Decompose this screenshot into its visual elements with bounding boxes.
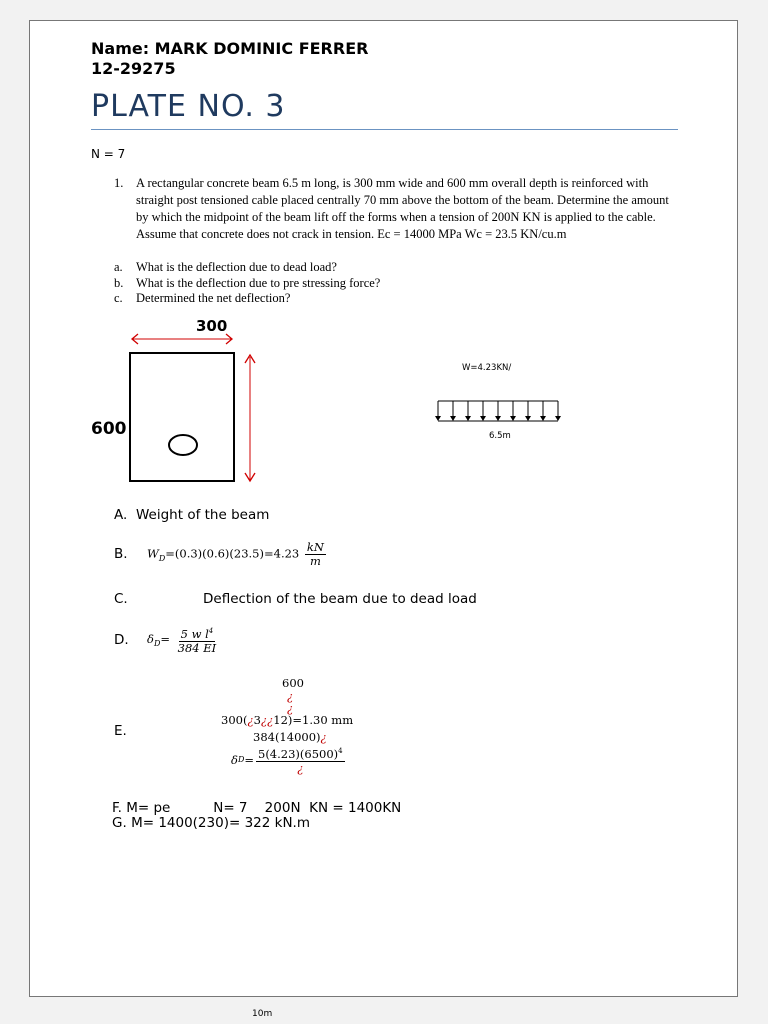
load-arrow-head [480, 416, 486, 421]
load-arrow-head [435, 416, 441, 421]
fraction-denominator: 384 EI [177, 640, 217, 655]
item-letter: A. [114, 507, 128, 523]
document-page [29, 20, 738, 997]
question-text: What is the deflection due to dead load? [136, 260, 337, 274]
load-arrows [435, 401, 561, 421]
n-value: N = 7 [91, 147, 126, 161]
item-f [112, 800, 401, 816]
question-letter: a. [114, 260, 123, 274]
section-depth-label: 600 [91, 419, 127, 439]
plate-title: PLATE NO. 3 [91, 89, 286, 124]
load-arrow-head [495, 416, 501, 421]
formula-rhs: =(0.3)(0.6)(23.5)=4.23 [165, 546, 300, 560]
load-arrow-head [510, 416, 516, 421]
footer-label: 10m [252, 1009, 273, 1019]
load-arrow-head [525, 416, 531, 421]
item-letter: B. [114, 546, 128, 562]
formula-lhs: δ [147, 631, 154, 646]
e-line2-glyph-b: ¿¿ [260, 713, 274, 727]
fraction-numerator [256, 745, 345, 762]
fraction-numerator: kN [306, 539, 324, 554]
span-label: 6.5m [489, 431, 511, 441]
formula-equals: = [244, 752, 254, 767]
question-text: What is the deflection due to pre stressing force? [136, 276, 381, 290]
item-letter: D. [114, 632, 129, 648]
item-g [112, 815, 310, 831]
weight-formula [147, 541, 326, 568]
item-text: M= 1400(230)= 322 kN.m [131, 815, 310, 831]
e-line2-mid: 3 [253, 713, 261, 727]
e-line2-pre: 300( [221, 713, 248, 727]
numerator-text: 5 w l [180, 626, 209, 641]
problem-number: 1. [114, 176, 124, 190]
numerator-text: 5(4.23)(6500) [258, 746, 339, 761]
student-id: 12-29275 [91, 59, 176, 78]
fraction-denominator: m [309, 553, 321, 568]
fraction-denominator: ¿ [297, 760, 304, 775]
load-arrow-head [465, 416, 471, 421]
beam-section-diagram [120, 327, 270, 497]
formula-subscript: D [237, 755, 245, 765]
e-line-600: 600 [282, 676, 304, 690]
item-d [114, 623, 218, 657]
e-line-300 [221, 713, 353, 727]
item-letter: C. [114, 591, 128, 607]
formula-subscript: D [153, 639, 161, 649]
load-diagram [434, 397, 564, 429]
e-deflection-formula [231, 745, 345, 775]
item-text: Weight of the beam [136, 507, 270, 523]
e-line-384 [253, 730, 327, 744]
item-letter: G. [112, 815, 127, 831]
item-c [114, 591, 477, 607]
e-line2-post: 12)=1.30 mm [273, 713, 354, 727]
question-letter: b. [114, 276, 124, 290]
load-arrow-head [555, 416, 561, 421]
e-line2-glyph-a: ¿ [247, 713, 254, 727]
formula-subscript: D [158, 553, 166, 563]
item-a [114, 507, 269, 523]
formula-lhs: W [147, 546, 159, 560]
fraction-numerator [179, 625, 216, 642]
question-a [114, 259, 337, 276]
load-arrow-head [540, 416, 546, 421]
beam-rectangle [130, 353, 234, 481]
section-width-label: 300 [196, 317, 228, 335]
load-label: W=4.23KN/ [462, 363, 512, 373]
student-name: Name: MARK DOMINIC FERRER [91, 39, 369, 58]
title-rule [91, 129, 678, 130]
formula-lhs: δ [231, 752, 238, 767]
item-b [114, 537, 326, 571]
e-line3-glyph: ¿ [320, 730, 327, 744]
e-glyph-1: ¿ [287, 689, 294, 703]
load-arrow-head [450, 416, 456, 421]
question-c [114, 290, 290, 307]
problem-text: A rectangular concrete beam 6.5 m long, is 300 mm wide and 600 mm overall depth is reinforced with straight post tensioned cable placed centrally 70 mm above the bottom of the beam. Determine the amount by which the midpoint of the beam lift off the forms when a tension of 200N KN is applied to the cable. Assume that concrete does not crack in tension. Ec = 14000 MPa Wc = 23.5 KN/cu.m [136, 176, 669, 241]
e-glyph-2: ¿ [287, 701, 294, 715]
question-letter: c. [114, 291, 123, 305]
item-text: M= pe N= 7 200N KN = 1400KN [126, 800, 402, 816]
formula-equals: = [160, 631, 170, 646]
item-text: Deflection of the beam due to dead load [203, 591, 477, 607]
e-line3-text: 384(14000) [253, 730, 321, 744]
deflection-fraction [176, 625, 219, 655]
numerator-exponent: 4 [208, 627, 214, 636]
question-text: Determined the net deflection? [136, 291, 291, 305]
item-letter: F. [112, 800, 122, 816]
numerator-exponent: 4 [338, 747, 343, 755]
deflection-formula [147, 625, 218, 655]
unit-fraction [305, 541, 326, 568]
item-e-letter: E. [114, 723, 127, 739]
e-fraction [256, 745, 345, 775]
